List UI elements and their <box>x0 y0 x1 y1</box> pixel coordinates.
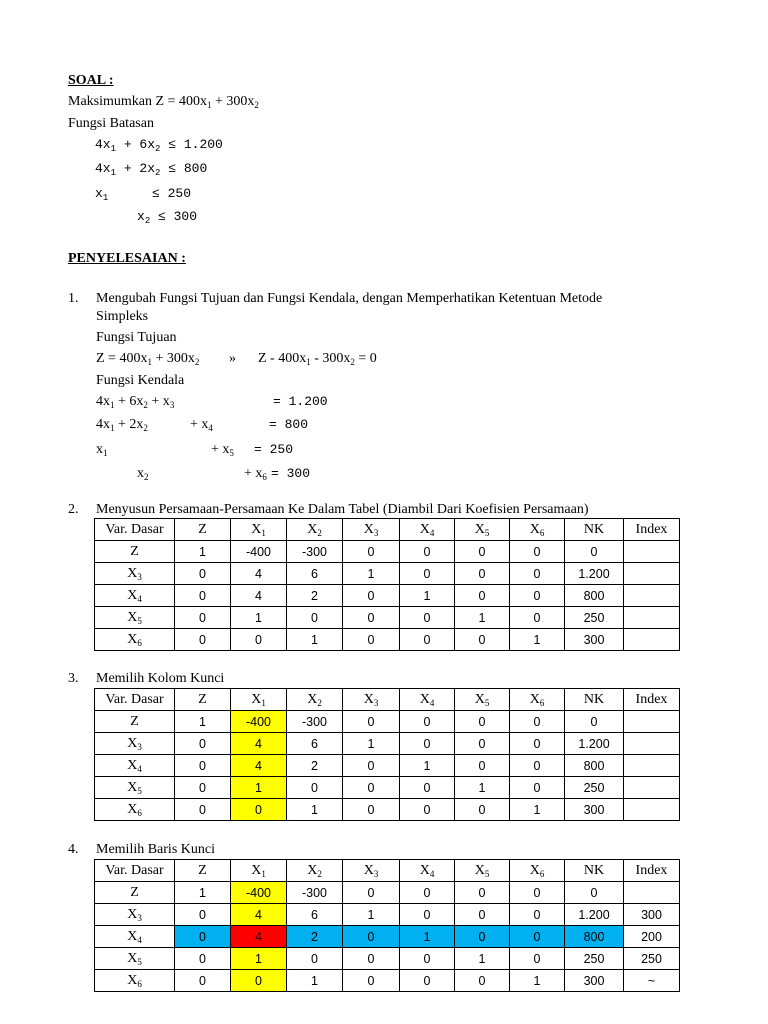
table-cell: 1 <box>510 629 565 651</box>
basis-variable: $X_4$ <box>95 755 175 777</box>
basis-variable: $X_6$ <box>95 629 175 651</box>
table-cell: 0 <box>175 733 231 755</box>
kendala-4: $x_2$ <box>137 466 149 482</box>
table-cell: 1 <box>343 563 400 585</box>
column-header: Index <box>624 860 680 882</box>
table-cell: -300 <box>287 711 343 733</box>
table-cell: 0 <box>343 799 400 821</box>
table-cell: 0 <box>455 799 510 821</box>
table-cell: -400 <box>231 541 287 563</box>
index-cell <box>624 607 680 629</box>
constraint-3-rhs: ≤ 250 <box>152 186 192 201</box>
fungsi-tujuan-eq: $Z = 400x_1 + 300x_2$ <box>96 351 200 367</box>
table-cell: 800 <box>565 585 624 607</box>
column-header: $X_2$ <box>287 689 343 711</box>
table-cell: 6 <box>287 733 343 755</box>
index-cell <box>624 777 680 799</box>
table-cell: 4 <box>231 563 287 585</box>
table-cell: 0 <box>400 948 455 970</box>
table-row <box>95 799 680 821</box>
table-cell: 300 <box>565 629 624 651</box>
table-cell: -300 <box>287 541 343 563</box>
table-cell: 0 <box>400 904 455 926</box>
column-header: $X_2$ <box>287 519 343 541</box>
simplex-table-step-2 <box>94 518 680 651</box>
table-cell: 4 <box>231 755 287 777</box>
table-cell: -400 <box>231 882 287 904</box>
table-cell: 4 <box>231 904 287 926</box>
table-cell: 0 <box>510 733 565 755</box>
column-header: $X_6$ <box>510 519 565 541</box>
table-cell: 1 <box>343 904 400 926</box>
table-cell: 250 <box>565 948 624 970</box>
table-row <box>95 755 680 777</box>
column-header: $X_4$ <box>400 860 455 882</box>
basis-variable: $X_5$ <box>95 607 175 629</box>
table-cell: 0 <box>455 563 510 585</box>
constraints-label: Fungsi Batasan <box>68 116 154 131</box>
kendala-2-slack: + $x_4$ <box>190 417 213 433</box>
table-cell: 0 <box>510 607 565 629</box>
table-cell: 0 <box>400 733 455 755</box>
table-cell: 300 <box>565 970 624 992</box>
column-header: $X_5$ <box>455 689 510 711</box>
table-cell: 1 <box>455 948 510 970</box>
step-4-number: 4. <box>68 842 79 857</box>
table-cell: 0 <box>343 711 400 733</box>
column-header: $X_1$ <box>231 519 287 541</box>
table-cell: 0 <box>175 948 231 970</box>
table-cell: 1 <box>400 755 455 777</box>
table-cell: 0 <box>510 541 565 563</box>
kendala-4-rhs: = 300 <box>271 466 311 481</box>
index-cell <box>624 711 680 733</box>
kendala-2-rhs: = 800 <box>269 417 309 432</box>
table-cell: 0 <box>565 541 624 563</box>
table-cell: 0 <box>287 607 343 629</box>
basis-variable: Z <box>95 882 175 904</box>
table-cell: 0 <box>455 970 510 992</box>
table-cell: 0 <box>455 711 510 733</box>
table-cell: 0 <box>565 882 624 904</box>
table-cell: 0 <box>343 777 400 799</box>
table-cell: 0 <box>455 882 510 904</box>
table-row <box>95 948 680 970</box>
fungsi-tujuan-label: Fungsi Tujuan <box>96 330 177 345</box>
table-cell: 1 <box>231 607 287 629</box>
table-cell: 4 <box>231 585 287 607</box>
table-cell: 1.200 <box>565 904 624 926</box>
step-1-number: 1. <box>68 291 79 306</box>
column-header: Z <box>175 689 231 711</box>
index-cell: 300 <box>624 904 680 926</box>
constraint-2: $4x_1 + 2x_2 \le 800$ <box>95 161 208 178</box>
table-cell: 0 <box>343 948 400 970</box>
basis-variable: $X_3$ <box>95 904 175 926</box>
column-header: Z <box>175 860 231 882</box>
table-cell: 1 <box>510 799 565 821</box>
index-cell <box>624 755 680 777</box>
table-cell: 0 <box>175 563 231 585</box>
basis-variable: $X_5$ <box>95 948 175 970</box>
step-3-number: 3. <box>68 671 79 686</box>
table-row <box>95 970 680 992</box>
index-cell <box>624 629 680 651</box>
table-cell: 0 <box>400 541 455 563</box>
index-cell <box>624 882 680 904</box>
table-header-row <box>95 689 680 711</box>
table-cell: 0 <box>400 882 455 904</box>
table-cell: 0 <box>343 585 400 607</box>
table-cell: 0 <box>400 799 455 821</box>
column-header: $X_4$ <box>400 519 455 541</box>
kendala-3: $x_1$ <box>96 442 108 458</box>
table-cell: 0 <box>455 926 510 948</box>
index-cell <box>624 585 680 607</box>
column-header: $X_1$ <box>231 860 287 882</box>
column-header: Index <box>624 519 680 541</box>
table-cell: 4 <box>231 926 287 948</box>
table-row <box>95 563 680 585</box>
column-header: $X_5$ <box>455 519 510 541</box>
table-cell: 0 <box>400 629 455 651</box>
basis-variable: $X_5$ <box>95 777 175 799</box>
table-cell: 1 <box>175 711 231 733</box>
table-cell: 0 <box>510 777 565 799</box>
table-cell: 1.200 <box>565 563 624 585</box>
column-header: Var. Dasar <box>95 860 175 882</box>
table-cell: 0 <box>175 755 231 777</box>
table-row <box>95 882 680 904</box>
table-cell: 1 <box>400 926 455 948</box>
table-row <box>95 926 680 948</box>
column-header: Z <box>175 519 231 541</box>
table-cell: 0 <box>455 585 510 607</box>
table-cell: 0 <box>287 777 343 799</box>
table-cell: 0 <box>400 607 455 629</box>
basis-variable: $X_6$ <box>95 970 175 992</box>
table-cell: 250 <box>565 777 624 799</box>
column-header: $X_3$ <box>343 519 400 541</box>
kendala-1: $4x_1 + 6x_2 + x_3$ <box>96 394 175 410</box>
column-header: $X_5$ <box>455 860 510 882</box>
fungsi-tujuan-standard: $Z - 400x_1 - 300x_2 = 0$ <box>258 351 377 367</box>
basis-variable: $X_3$ <box>95 733 175 755</box>
table-cell: 0 <box>175 799 231 821</box>
table-cell: 1 <box>287 629 343 651</box>
table-cell: 0 <box>400 563 455 585</box>
table-cell: 2 <box>287 585 343 607</box>
arrow-symbol: » <box>229 351 236 366</box>
constraint-4: $x_2 \le 300$ <box>137 209 198 226</box>
table-header-row <box>95 519 680 541</box>
kendala-4-slack: + $x_6$ <box>244 466 267 482</box>
table-cell: 1 <box>510 970 565 992</box>
kendala-3-slack: + $x_5$ <box>211 442 234 458</box>
table-cell: 0 <box>343 629 400 651</box>
table-row <box>95 629 680 651</box>
table-cell: 0 <box>343 882 400 904</box>
basis-variable: $X_4$ <box>95 585 175 607</box>
table-cell: 0 <box>175 585 231 607</box>
table-cell: -400 <box>231 711 287 733</box>
table-cell: 0 <box>455 733 510 755</box>
table-cell: 1.200 <box>565 733 624 755</box>
fungsi-kendala-label: Fungsi Kendala <box>96 373 185 388</box>
table-cell: 0 <box>510 904 565 926</box>
column-header: $X_3$ <box>343 860 400 882</box>
table-cell: 0 <box>455 904 510 926</box>
column-header: $X_6$ <box>510 860 565 882</box>
table-cell: 1 <box>400 585 455 607</box>
table-cell: 2 <box>287 926 343 948</box>
column-header: $X_1$ <box>231 689 287 711</box>
constraint-1: $4x_1 + 6x_2 \le 1.200$ <box>95 137 223 154</box>
table-row <box>95 607 680 629</box>
soal-heading: SOAL : <box>68 73 114 88</box>
table-cell: 1 <box>343 733 400 755</box>
table-cell: 0 <box>287 948 343 970</box>
step-1-text-cont: Simpleks <box>96 309 149 324</box>
column-header: $X_2$ <box>287 860 343 882</box>
table-row <box>95 733 680 755</box>
table-cell: 6 <box>287 904 343 926</box>
column-header: $X_6$ <box>510 689 565 711</box>
table-cell: 6 <box>287 563 343 585</box>
table-cell: -300 <box>287 882 343 904</box>
table-cell: 1 <box>287 799 343 821</box>
table-cell: 0 <box>400 777 455 799</box>
index-cell <box>624 799 680 821</box>
table-cell: 0 <box>343 926 400 948</box>
table-cell: 0 <box>510 585 565 607</box>
table-cell: 1 <box>455 607 510 629</box>
column-header: $X_4$ <box>400 689 455 711</box>
basis-variable: Z <box>95 711 175 733</box>
table-cell: 0 <box>231 629 287 651</box>
kendala-1-rhs: = 1.200 <box>273 394 328 409</box>
table-cell: 4 <box>231 733 287 755</box>
table-row <box>95 777 680 799</box>
column-header: NK <box>565 860 624 882</box>
index-cell <box>624 733 680 755</box>
table-cell: 0 <box>343 541 400 563</box>
index-cell <box>624 563 680 585</box>
table-cell: 2 <box>287 755 343 777</box>
table-cell: 1 <box>231 777 287 799</box>
table-cell: 1 <box>175 541 231 563</box>
table-cell: 0 <box>175 607 231 629</box>
table-cell: 0 <box>400 970 455 992</box>
table-cell: 0 <box>510 926 565 948</box>
table-cell: 0 <box>343 755 400 777</box>
kendala-3-rhs: = 250 <box>254 442 294 457</box>
table-cell: 1 <box>287 970 343 992</box>
index-cell: ~ <box>624 970 680 992</box>
table-cell: 800 <box>565 926 624 948</box>
step-1-text: Mengubah Fungsi Tujuan dan Fungsi Kendala, dengan Memperhatikan Ketentuan Metode <box>96 291 603 306</box>
objective-function: Maksimumkan $Z = 400x_1 + 300x_2$ <box>68 94 259 110</box>
column-header: NK <box>565 519 624 541</box>
column-header: $X_3$ <box>343 689 400 711</box>
constraint-3: $x_1$ <box>95 186 109 203</box>
column-header: Var. Dasar <box>95 689 175 711</box>
table-cell: 0 <box>455 755 510 777</box>
table-header-row <box>95 860 680 882</box>
table-cell: 0 <box>510 948 565 970</box>
table-row <box>95 904 680 926</box>
table-row <box>95 541 680 563</box>
kendala-2: $4x_1 + 2x_2$ <box>96 417 148 433</box>
basis-variable: Z <box>95 541 175 563</box>
table-cell: 0 <box>175 926 231 948</box>
table-cell: 0 <box>231 970 287 992</box>
table-row <box>95 585 680 607</box>
table-cell: 0 <box>175 970 231 992</box>
basis-variable: $X_4$ <box>95 926 175 948</box>
table-cell: 0 <box>175 777 231 799</box>
simplex-table-step-3 <box>94 688 680 821</box>
index-cell: 200 <box>624 926 680 948</box>
step-2-number: 2. <box>68 502 79 517</box>
table-cell: 0 <box>175 904 231 926</box>
table-cell: 0 <box>455 629 510 651</box>
table-cell: 0 <box>455 541 510 563</box>
simplex-table-step-4 <box>94 859 680 992</box>
table-cell: 800 <box>565 755 624 777</box>
table-cell: 0 <box>510 563 565 585</box>
column-header: Var. Dasar <box>95 519 175 541</box>
index-cell: 250 <box>624 948 680 970</box>
table-cell: 1 <box>175 882 231 904</box>
table-cell: 0 <box>175 629 231 651</box>
column-header: Index <box>624 689 680 711</box>
table-cell: 0 <box>343 970 400 992</box>
basis-variable: $X_6$ <box>95 799 175 821</box>
table-cell: 0 <box>343 607 400 629</box>
table-cell: 0 <box>510 882 565 904</box>
table-cell: 0 <box>400 711 455 733</box>
table-cell: 0 <box>510 711 565 733</box>
table-cell: 1 <box>231 948 287 970</box>
table-cell: 0 <box>510 755 565 777</box>
step-4-text: Memilih Baris Kunci <box>96 842 215 857</box>
basis-variable: $X_3$ <box>95 563 175 585</box>
step-3-text: Memilih Kolom Kunci <box>96 671 225 686</box>
penyelesaian-heading: PENYELESAIAN : <box>68 251 186 266</box>
step-2-text: Menyusun Persamaan-Persamaan Ke Dalam Tabel (Diambil Dari Koefisien Persamaan) <box>96 502 589 517</box>
table-cell: 0 <box>565 711 624 733</box>
column-header: NK <box>565 689 624 711</box>
index-cell <box>624 541 680 563</box>
table-cell: 1 <box>455 777 510 799</box>
table-row <box>95 711 680 733</box>
table-cell: 0 <box>231 799 287 821</box>
table-cell: 300 <box>565 799 624 821</box>
table-cell: 250 <box>565 607 624 629</box>
